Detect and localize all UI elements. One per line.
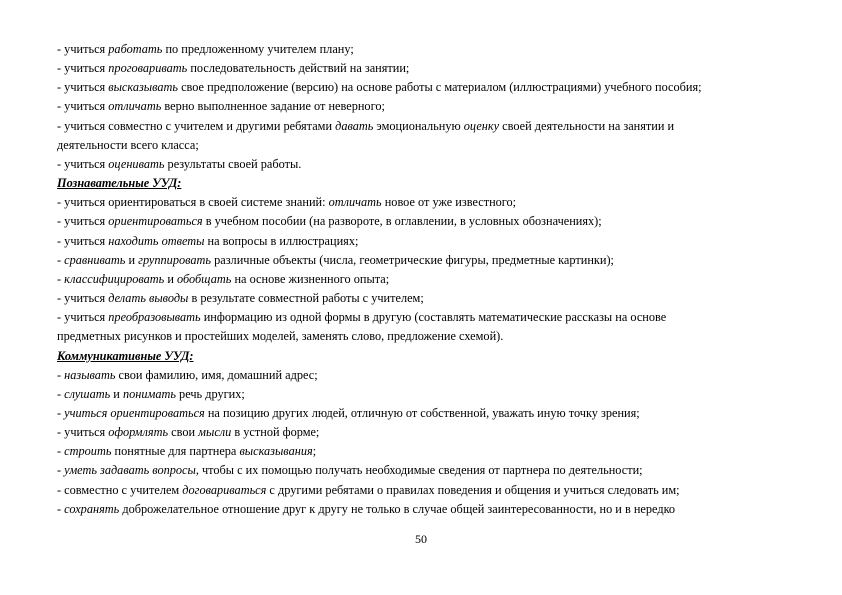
text-line: - классифицировать и обобщать на основе жизненного опыта; (57, 271, 390, 286)
text-line: - строить понятные для партнера высказывания; (57, 444, 317, 459)
document-body (57, 40, 817, 519)
text-line: - учиться преобразовывать информацию из одной формы в другую (составлять математические рассказы на основе (57, 310, 667, 325)
text-line: предметных рисунков и простейших моделей, заменять слово, предложение схемой). (57, 329, 504, 344)
text-line: - учиться ориентироваться на позицию других людей, отличную от собственной, уважать иную точку зрения; (57, 405, 640, 420)
text-line: деятельности всего класса; (57, 137, 199, 152)
text-line: - учиться оценивать результаты своей работы. (57, 156, 302, 171)
text-line: - учиться ориентироваться в учебном пособии (на развороте, в оглавлении, в условных обозначениях); (57, 214, 602, 229)
text-line: - учиться оформлять свои мысли в устной форме; (57, 425, 320, 440)
text-line: - совместно с учителем договариваться с другими ребятами о правилах поведения и общения и учиться следовать им; (57, 482, 680, 497)
text-line: - называть свои фамилию, имя, домашний адрес; (57, 367, 318, 382)
text-line: - учиться отличать верно выполненное задание от неверного; (57, 99, 385, 114)
text-line: - слушать и понимать речь других; (57, 386, 245, 401)
text-line: - учиться делать выводы в результате совместной работы с учителем; (57, 291, 424, 306)
text-line: - учиться высказывать свое предположение (версию) на основе работы с материалом (иллюстрациями) учебного пособия; (57, 80, 702, 95)
section-heading-cognitive: Познавательные УУД: (57, 176, 182, 191)
text-line: - сохранять доброжелательное отношение друг к другу не только в случае общей заинтересованности, но и в нередко (57, 501, 676, 516)
text-line: - учиться ориентироваться в своей системе знаний: отличать новое от уже известного; (57, 195, 517, 210)
page-number: 50 (415, 532, 427, 546)
text-line: - учиться проговаривать последовательность действий на занятии; (57, 61, 410, 76)
section-heading-communicative: Коммуникативные УУД: (57, 348, 194, 363)
text-line: - уметь задавать вопросы, чтобы с их помощью получать необходимые сведения от партнера по деятельности; (57, 463, 643, 478)
text-line: - учиться совместно с учителем и другими ребятами давать эмоциональную оценку своей деятельности на занятии и (57, 118, 675, 133)
text-line: - учиться находить ответы на вопросы в иллюстрациях; (57, 233, 359, 248)
text-line: - учиться работать по предложенному учителем плану; (57, 42, 354, 56)
text-line: - сравнивать и группировать различные объекты (числа, геометрические фигуры, предметные картинки); (57, 252, 614, 267)
